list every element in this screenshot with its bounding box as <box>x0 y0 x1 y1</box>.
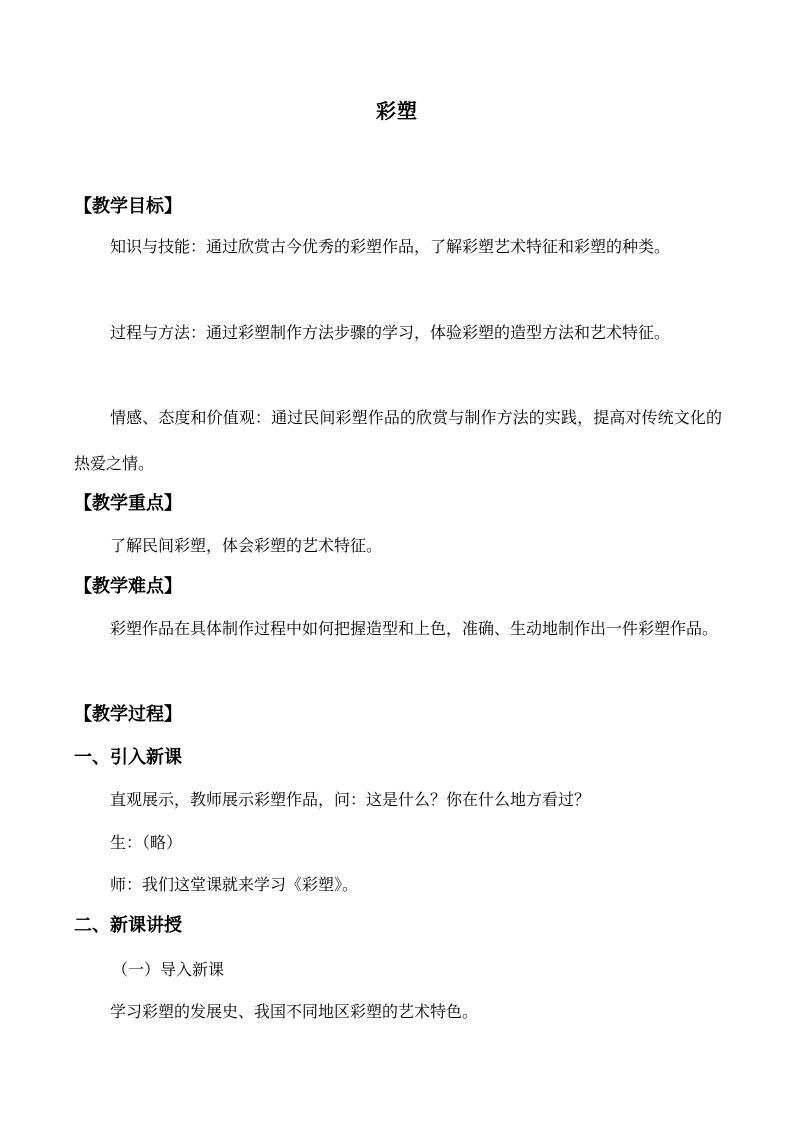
paragraph-student-reply: 生：（略） <box>110 833 183 852</box>
paragraph-key-points: 了解民间彩塑，体会彩塑的艺术特征。 <box>110 536 383 555</box>
sub-item-import-lesson: （一）导入新课 <box>112 960 225 979</box>
subsection-heading-intro: 一、引入新课 <box>74 747 182 768</box>
paragraph-emotion-values: 情感、态度和价值观：通过民间彩塑作品的欣赏与制作方法的实践，提高对传统文化的热爱之情。 <box>74 408 722 473</box>
paragraph-history: 学习彩塑的发展史、我国不同地区彩塑的艺术特色。 <box>110 1002 479 1021</box>
paragraph-teacher-remark: 师：我们这堂课就来学习《彩塑》。 <box>110 875 359 894</box>
paragraph-difficulties: 彩塑作品在具体制作过程中如何把握造型和上色，准确、生动地制作出一件彩塑作品。 <box>110 619 719 638</box>
section-heading-objectives: 【教学目标】 <box>74 196 182 217</box>
section-heading-key-points: 【教学重点】 <box>74 493 182 514</box>
page-title: 彩塑 <box>376 99 418 123</box>
section-heading-process: 【教学过程】 <box>74 704 182 725</box>
paragraph-knowledge-skills: 知识与技能：通过欣赏古今优秀的彩塑作品，了解彩塑艺术特征和彩塑的种类。 <box>110 237 671 256</box>
paragraph-process-methods: 过程与方法：通过彩塑制作方法步骤的学习，体验彩塑的造型方法和艺术特征。 <box>110 323 671 342</box>
paragraph-intro-demo: 直观展示，教师展示彩塑作品，问：这是什么？你在什么地方看过？ <box>110 790 591 809</box>
subsection-heading-new-lesson: 二、新课讲授 <box>74 915 182 936</box>
section-heading-difficulties: 【教学难点】 <box>74 576 182 597</box>
